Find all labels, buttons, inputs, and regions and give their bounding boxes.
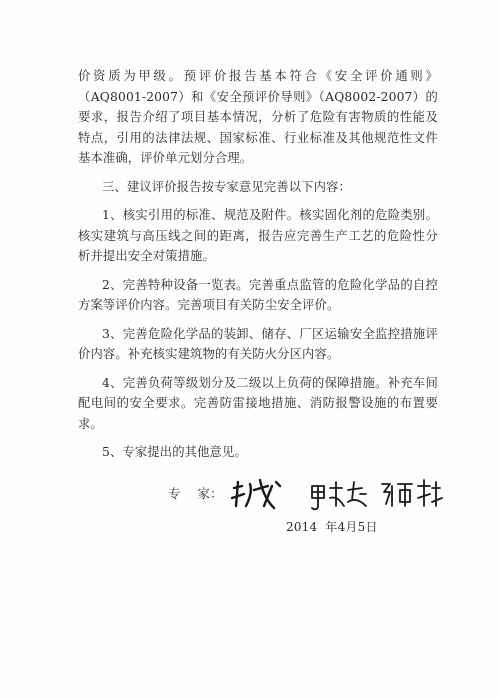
list-item-2: 2、完善特种设备一览表。完善重点监管的危险化学品的自控方案等评价内容。完善项目有关防尘安全评价。 (78, 277, 438, 312)
paragraph-continuation: 价资质为甲级。预评价报告基本符合《安全评价通则》（AQ8001-2007）和《安全预评价导则》（AQ8002-2007）的要求，报告介绍了项目基本情况，分析了危险有害物质的性能及特点，引用的法律法规、国家标准、行业标准及其他规范性文件基本准确，评价单元划分合理。 (78, 69, 438, 165)
section-heading-3: 三、建议评价报告按专家意见完善以下内容： (102, 179, 351, 194)
document-body (78, 66, 438, 471)
list-item-1: 1、核实引用的标准、规范及附件。核实固化剂的危险类别。核实建筑与高压线之间的距离，报告应完善生产工艺的危险性分析并提出安全对策措施。 (78, 208, 438, 263)
signature-2 (308, 476, 378, 516)
signature-3 (378, 476, 448, 516)
document-date: 2014 年4月5日 (286, 520, 378, 534)
list-item-3: 3、完善危险化学品的装卸、储存、厂区运输安全监控措施评价内容。补充核实建筑物的有关防火分区内容。 (78, 326, 438, 361)
experts-label: 专 家： (168, 486, 223, 501)
signature-1 (228, 476, 298, 516)
list-item-4: 4、完善负荷等级划分及二级以上负荷的保障措施。补充车间配电间的安全要求。完善防雷接地措施、消防报警设施的布置要求。 (78, 375, 438, 431)
expert-signature-block (168, 476, 468, 516)
list-item-5: 5、专家提出的其他意见。 (102, 445, 247, 459)
